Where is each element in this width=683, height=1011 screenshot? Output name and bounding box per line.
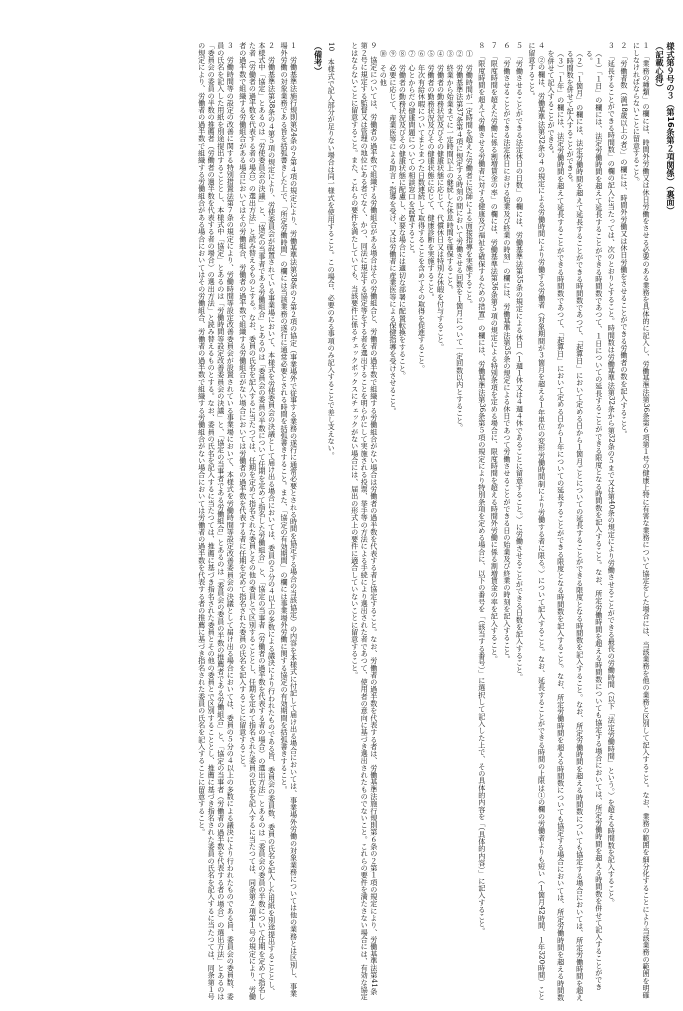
instruction-item-3-3: （３）「１年」の欄には、法定労働時間を超えて延長することができる時間数であつて、「起算日」において定める日から１年についての延長することができる限度となる時間数を記入すること。なお、所定労働時間を超える時間数についても協定する場合においては、所定労働時間を超える時間数を併せて記入することができる。 xyxy=(547,50,566,1001)
note-item-2: ２ 労働基準法第38条の４第５項の規定により、労使委員会が設置されている事業場において、本様式を労使委員会の決議として届け出る場合においては、委員の５分の４以上の多数による議決により行われたものである旨、委員会の委員数、委員の氏名を記入した用紙を別途提出することとし、本様式中「協定」とあるのは「労使委員会の決議」と、「協定の当事者である労働組合」とあるのは「委員会の委員の半数について任期を定めて指名した労働組合」と、「協定の当事者（労働者の過半数を代表する者の場合）の選出方法」とあるのは「委員会の委員の半数について任期を定めて指名した者（労働者の過半数を代表する者の場合）の選出方法」と読み替えるものとする。なお、委員の氏名を記入するに当たつては、任期を定めて指名された委員とその他の委員とで区別することとし、任期を定めて指名された委員の氏名を記入するに当たつては、同条第２項第１号の規定により、労働者の過半数で組織する労働組合がある場合においてはその労働組合、労働者の過半数で組織する労働組合がない場合においては労働者の過半数を代表する者に任期を定めて指名された委員の氏名を記入することに留意すること。 xyxy=(238,42,277,1001)
section-heading-instructions: （記載心得） xyxy=(655,42,665,92)
section-heading-notes: （備考） xyxy=(313,42,324,75)
instruction-item-4: ４ ②の欄は、労働基準法第32条の４の規定による労働時間により労働する労働者（対象期間が３箇月を超える１年単位の変形労働時間制により労働する者に限る。）について記入すること。なお、延長することができる時間の上限は①の欄の労働者よりも短い（１箇月42時間、１年320時間）ことに留意すること。 xyxy=(527,42,547,1000)
measure-item: ④ 労働者の勤務状況及びその健康状態に応じて、代償休日又は特別な休暇を付与すること。 xyxy=(436,50,446,351)
measure-item: ⑩ その他 xyxy=(379,50,389,86)
measure-item: ⑨ 必要に応じて、産業医等による助言・指導を受け、又は労働者に産業医等による保健指導を受けさせること。 xyxy=(388,50,398,415)
instruction-item-7: ７ 「限度時間を超えた労働に係る割増賃金の率」の欄には、労働基準法第36条第５項の規定による特別条項を定める場合に、限度時間を超える時間外労働に係る割増賃金の率を記入すること。 xyxy=(490,42,500,663)
instruction-item-5: ５ 「労働させることができる法定休日の日数」の欄には、労働基準法第35条の規定による休日（１週１休又は４週４休であることに留意すること。）に労働させることができる日数を記入すること。 xyxy=(515,42,525,681)
measure-item: ② 労働基準法第37条第４項に規定する時刻の間において労働させる回数を１箇月について一定回数以内とすること。 xyxy=(455,50,465,431)
instruction-item-8: ８ 「限度時間を超えて労働させる労働者に対する健康及び福祉を確保するための措置」の欄には、労働基準法第36条第５項の規定により特別条項を定める場合に、以下の番号を「（該当する番号）」に選択して記入した上で、その具体的内容を「（具体的内容）」に記入すること。 xyxy=(477,42,487,935)
form-id: 様式第９号の３（第16条第２項関係）（裏面） xyxy=(666,42,676,215)
instruction-item-9: ９ 協定については、労働者の過半数で組織する労働組合がある場合はその労働組合と、労働者の過半数で組織する労働組合がない場合は労働者の過半数を代表する者と協定すること。なお、労働者の過半数を代表する者は、労働基準法施行規則第６条の２第１項の規定により、労働基準法第41条第２号に規定する監督又は管理の地位にある者でなく、かつ、同法に規定する協定等をする者を選出することを明らかにして実施される投票、挙手等の方法による手続により選出された者であつて、使用者の意向に基づき選出されたものでないこと。これらの要件を満たさない場合には、有効な協定とはならないことに留意すること。また、これらの要件を満たしていても、当該要件に係るチェックボックスにチェックがない場合には、届出の形式上の要件に適合していないことに留意すること。 xyxy=(350,42,379,1001)
measure-item: ⑦ 心とからだの健康問題についての相談窓口を設置すること。 xyxy=(407,50,417,258)
document-page xyxy=(8,42,676,1002)
measure-item: ⑧ 労働者の勤務状況及びその健康状態に配慮し、必要な場合には適切な部署に配置転換をすること。 xyxy=(398,50,408,379)
instruction-item-1: １ 「業務の種類」の欄には、時間外労働又は休日労働をさせる必要のある業務を具体的に記入し、労働基準法第36条第６項第１号の健康上特に有害な業務について協定をした場合には、当該業務を他の業務と区別して記入すること。なお、業務の範囲を細分化することにより当該業務の範囲を明確にしなければならないことに留意すること。 xyxy=(632,42,651,999)
instruction-item-3-1: （１）「１日」の欄には、法定労働時間を超えて延長することができる時間数であつて、１日についての延長することができる限度となる時間数を記入すること。なお、所定労働時間を超える時間数についても協定する場合においては、所定労働時間を超える時間数を併せて記入することができる。 xyxy=(585,50,604,991)
instruction-item-3: ３ 「延長することができる時間数」の欄の記入に当たっては、次のとおりとすること。時間数は労働基準法第32条から第32条の５まで又は第40条の規定により労働させることができる最長の労働時間（以下「法定労働時間」という。）を超える時間数を記入すること。 xyxy=(607,42,617,906)
instruction-item-2: ２ 「労働者数（満18歳以上の者）」の欄には、時間外労働又は休日労働をさせることができる労働者の数を記入すること。 xyxy=(619,42,629,438)
note-item-1: １ 労働基準法施行規則第24条の２第４項の規定により、労働基準法第38条の２第２項の協定（事業場外で従事する業務の遂行に通常必要とされる時間を協定する場合の当該協定）の内容を本様式に付記して届け出る場合においては、事業場外労働の対象業務については他の業務とは区別し、事業場外労働の対象業務である旨を括弧書きした上で、「所定労働時間」の欄には当該業務の遂行に通常必要とされる時間を括弧書きすること。また、「協定の有効期間」の欄には事業場外労働に関する協定の有効期間を括弧書きすること。 xyxy=(280,42,299,997)
measure-item: ① 労働時間が一定時間を超えた労働者に医師による面接指導を実施すること。 xyxy=(465,50,475,308)
measure-item: ⑤ 労働者の勤務状況及びその健康状態に応じて、健康診断を実施すること。 xyxy=(427,50,437,301)
instruction-item-3-2: （２）「１箇月」の欄には、法定労働時間を超えて延長することができる時間数であつて、「起算日」において定める日から１箇月ごとについての延長することができる限度となる時間数を記入すること。なお、所定労働時間を超える時間数についても協定する場合においては、所定労働時間を超える時間数を併せて記入することができる。 xyxy=(566,50,585,1001)
instruction-item-6: ６ 「労働させることができる法定休日における始業及び終業の時刻」の欄には、労働基準法第35条の規定による休日であつて労働させることができる日の始業及び終業の時刻を記入すること。 xyxy=(502,42,512,663)
measure-item: ③ 終業から始業までに一定時間以上の継続した休息時間を確保すること。 xyxy=(446,50,456,294)
note-item-3: ３ 労働時間等の設定の改善に関する特別措置法第７条の規定により、労働時間等設定改善委員会が設置されている事業場において、本様式を労働時間等設定改善委員会の決議として届け出る場合においては、委員の５分の４以上の多数による議決により行われたものである旨、委員会の委員数、委員の氏名を記入した用紙を別途提出することとし、本様式中「協定」とあるのは「労働時間等設定改善委員会の決議」と、「協定の当事者である労働組合」とあるのは「委員会の委員の半数の推薦者である労働組合」と、「協定の当事者（労働者の過半数を代表する者の場合）の選出方法」とあるのは「委員会の委員の半数の推薦者（労働者の過半数を代表する者の場合）の選出方法」と読み替えるものとする。なお、委員の氏名を記入するに当たつては、推薦に基づき指名された委員とその他の委員とで区別することとし、推薦に基づき指名された委員の氏名を記入するに当たつては、同条第１号の規定により、労働者の過半数で組織する労働組合がある場合においてはその労働組合、労働者の過半数で組織する労働組合がない場合においては労働者の過半数を代表する者の推薦に基づき指名された委員の氏名を記入することに留意すること。 xyxy=(197,42,236,1001)
instruction-item-10: 10 本様式で記入部分が足りない場合は同一様式を使用すること。この場合、必要のある事項のみ記入することで差し支えない。 xyxy=(327,42,337,459)
measure-item: ⑥ 年次有給休暇についてまとまつた日数連続して取得することを含めてその取得を促進すること。 xyxy=(417,50,427,372)
